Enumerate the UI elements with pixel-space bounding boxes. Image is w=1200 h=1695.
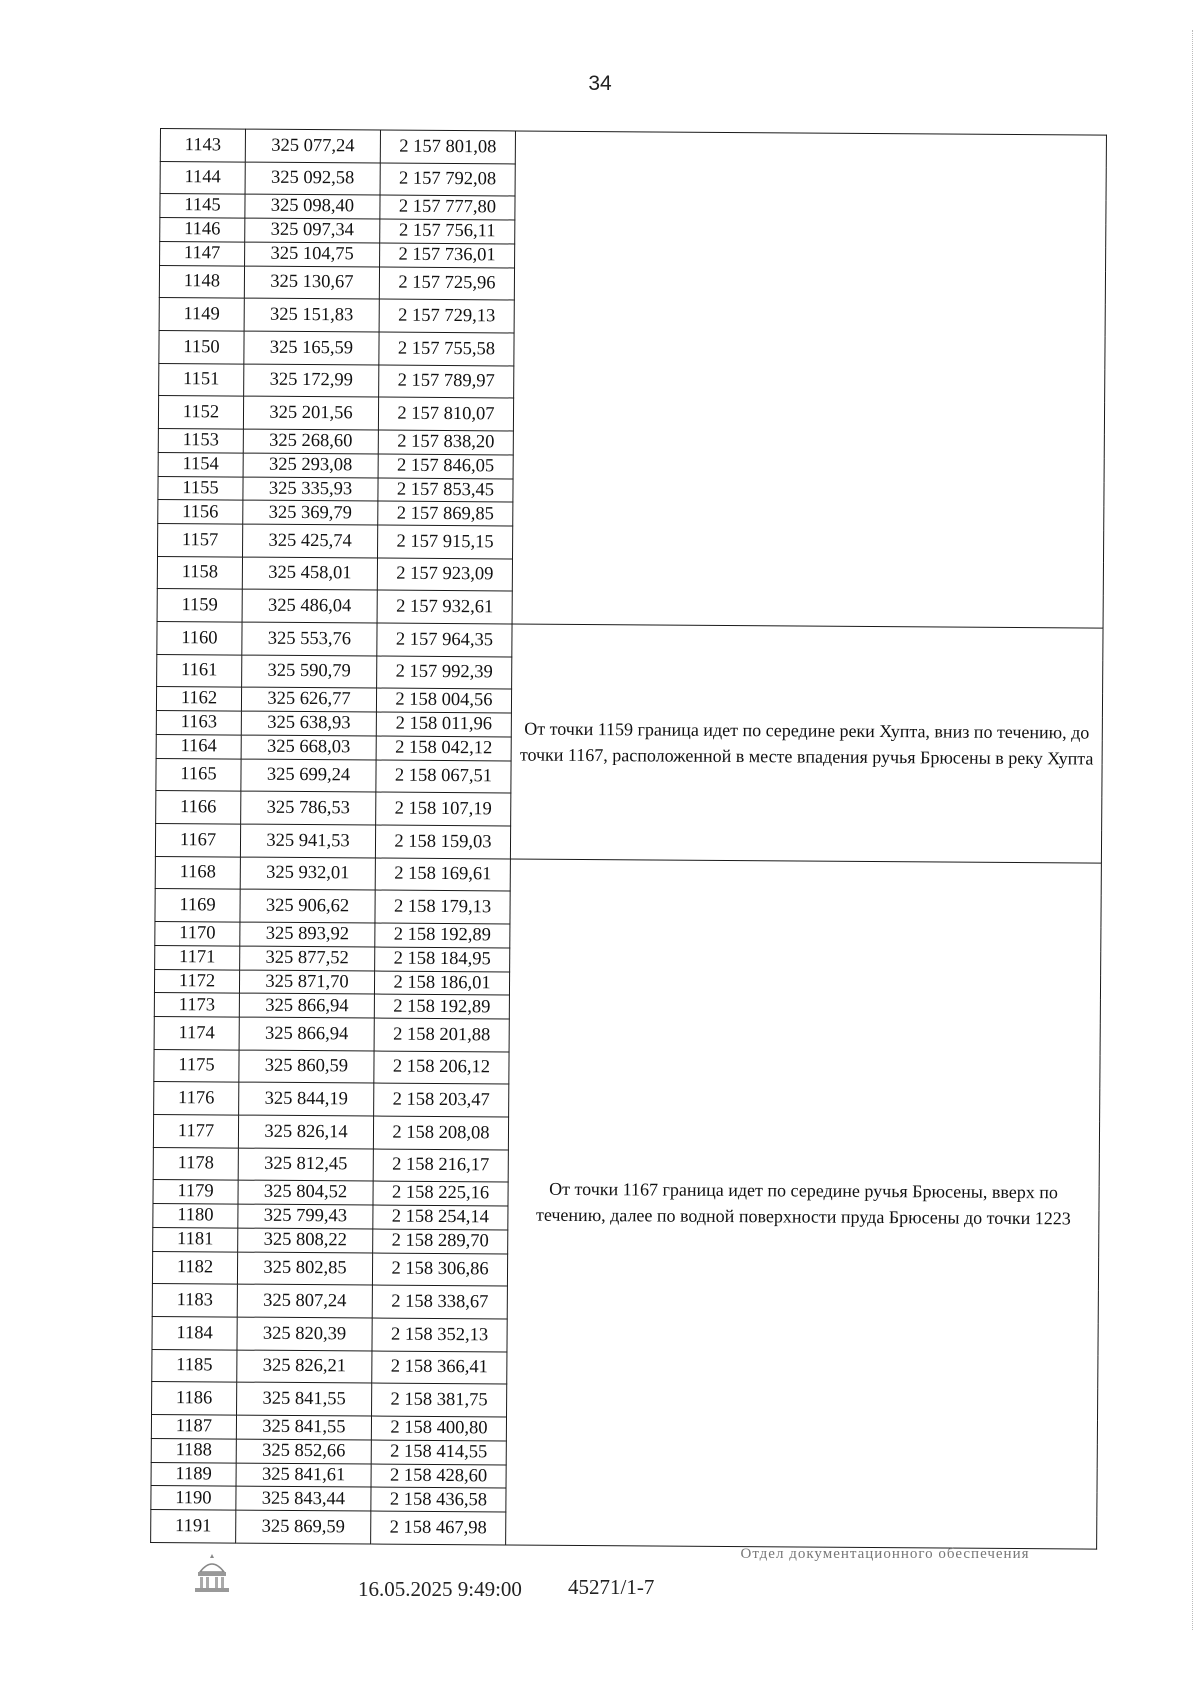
point-number-cell: 1164 <box>156 734 241 758</box>
point-number-cell: 1181 <box>153 1227 238 1251</box>
y-coordinate-cell: 2 158 192,89 <box>374 994 509 1019</box>
y-coordinate-cell: 2 158 381,75 <box>372 1383 507 1417</box>
point-number-cell: 1163 <box>156 711 241 735</box>
x-coordinate-cell: 325 486,04 <box>242 590 377 624</box>
point-number-cell: 1186 <box>152 1382 237 1415</box>
y-coordinate-cell: 2 157 846,05 <box>378 454 513 479</box>
x-coordinate-cell: 325 098,40 <box>245 194 380 219</box>
point-number-cell: 1175 <box>154 1049 239 1082</box>
x-coordinate-cell: 325 786,53 <box>241 792 376 826</box>
point-number-cell: 1145 <box>160 194 245 218</box>
point-number-cell: 1165 <box>156 758 241 791</box>
x-coordinate-cell: 325 843,44 <box>236 1486 371 1511</box>
point-number-cell: 1178 <box>153 1147 238 1180</box>
y-coordinate-cell: 2 157 756,11 <box>380 219 515 244</box>
government-building-emblem-icon <box>190 1550 234 1596</box>
x-coordinate-cell: 325 172,99 <box>244 364 379 398</box>
point-number-cell: 1166 <box>156 791 241 824</box>
point-number-cell: 1172 <box>154 969 239 993</box>
x-coordinate-cell: 325 092,58 <box>245 162 380 196</box>
x-coordinate-cell: 325 841,55 <box>236 1415 371 1440</box>
point-number-cell: 1156 <box>158 500 243 524</box>
y-coordinate-cell: 2 157 725,96 <box>379 267 514 301</box>
y-coordinate-cell: 2 158 208,08 <box>373 1116 508 1150</box>
x-coordinate-cell: 325 866,94 <box>239 993 374 1018</box>
y-coordinate-cell: 2 157 755,58 <box>379 332 514 366</box>
point-number-cell: 1188 <box>151 1438 236 1462</box>
y-coordinate-cell: 2 158 169,61 <box>375 858 510 892</box>
x-coordinate-cell: 325 077,24 <box>245 129 380 163</box>
point-number-cell: 1160 <box>157 622 242 655</box>
x-coordinate-cell: 325 893,92 <box>240 922 375 947</box>
point-number-cell: 1176 <box>154 1082 239 1115</box>
y-coordinate-cell: 2 158 225,16 <box>373 1181 508 1206</box>
point-number-cell: 1180 <box>153 1204 238 1228</box>
x-coordinate-cell: 325 151,83 <box>244 298 379 332</box>
y-coordinate-cell: 2 158 042,12 <box>376 736 511 761</box>
y-coordinate-cell: 2 158 306,86 <box>372 1253 507 1287</box>
point-number-cell: 1169 <box>155 889 240 922</box>
x-coordinate-cell: 325 841,61 <box>236 1463 371 1488</box>
point-number-cell: 1187 <box>151 1414 236 1438</box>
point-number-cell: 1161 <box>157 654 242 687</box>
point-number-cell: 1162 <box>156 687 241 711</box>
x-coordinate-cell: 325 104,75 <box>245 242 380 267</box>
document-number: 45271/1-7 <box>568 1575 655 1599</box>
point-number-cell: 1158 <box>157 556 242 589</box>
point-number-cell: 1157 <box>158 524 243 557</box>
x-coordinate-cell: 325 165,59 <box>244 331 379 365</box>
y-coordinate-cell: 2 157 777,80 <box>380 195 515 220</box>
x-coordinate-cell: 325 877,52 <box>240 946 375 971</box>
x-coordinate-cell: 325 807,24 <box>237 1285 372 1319</box>
point-number-cell: 1150 <box>159 330 244 363</box>
point-number-cell: 1173 <box>154 993 239 1017</box>
point-number-cell: 1144 <box>160 161 245 194</box>
point-number-cell: 1177 <box>153 1115 238 1148</box>
y-coordinate-cell: 2 157 964,35 <box>377 623 512 657</box>
x-coordinate-cell: 325 802,85 <box>237 1252 372 1286</box>
y-coordinate-cell: 2 157 923,09 <box>377 558 512 592</box>
coordinates-table-body <box>151 129 1107 1550</box>
y-coordinate-cell: 2 158 467,98 <box>371 1511 506 1545</box>
point-number-cell: 1167 <box>155 823 240 856</box>
y-coordinate-cell: 2 157 810,07 <box>378 397 513 431</box>
department-stamp: Отдел документационного обеспечения <box>740 1546 1030 1562</box>
point-number-cell: 1191 <box>151 1510 236 1543</box>
y-coordinate-cell: 2 158 203,47 <box>374 1083 509 1117</box>
y-coordinate-cell: 2 157 801,08 <box>380 130 515 164</box>
x-coordinate-cell: 325 941,53 <box>240 824 375 858</box>
point-number-cell: 1168 <box>155 856 240 889</box>
y-coordinate-cell: 2 158 216,17 <box>373 1149 508 1183</box>
y-coordinate-cell: 2 158 254,14 <box>373 1205 508 1230</box>
x-coordinate-cell: 325 553,76 <box>242 622 377 656</box>
x-coordinate-cell: 325 820,39 <box>237 1317 372 1351</box>
point-number-cell: 1190 <box>151 1486 236 1510</box>
point-number-cell: 1179 <box>153 1180 238 1204</box>
point-number-cell: 1159 <box>157 589 242 622</box>
point-number-cell: 1153 <box>158 428 243 452</box>
x-coordinate-cell: 325 852,66 <box>236 1439 371 1464</box>
y-coordinate-cell: 2 158 107,19 <box>376 792 511 826</box>
x-coordinate-cell: 325 201,56 <box>243 396 378 430</box>
point-number-cell: 1148 <box>159 265 244 298</box>
x-coordinate-cell: 325 804,52 <box>238 1180 373 1205</box>
y-coordinate-cell: 2 157 838,20 <box>378 430 513 455</box>
y-coordinate-cell: 2 158 186,01 <box>374 971 509 996</box>
x-coordinate-cell: 325 369,79 <box>243 500 378 525</box>
x-coordinate-cell: 325 458,01 <box>242 557 377 591</box>
x-coordinate-cell: 325 638,93 <box>241 711 376 736</box>
y-coordinate-cell: 2 158 179,13 <box>375 890 510 924</box>
y-coordinate-cell: 2 157 729,13 <box>379 299 514 333</box>
y-coordinate-cell: 2 157 869,85 <box>378 501 513 526</box>
point-number-cell: 1185 <box>152 1349 237 1382</box>
x-coordinate-cell: 325 841,55 <box>237 1382 372 1416</box>
y-coordinate-cell: 2 158 436,58 <box>371 1487 506 1512</box>
x-coordinate-cell: 325 293,08 <box>243 453 378 478</box>
y-coordinate-cell: 2 157 789,97 <box>379 365 514 399</box>
coordinates-table <box>150 128 1107 1550</box>
point-number-cell: 1149 <box>159 298 244 331</box>
boundary-description-cell: От точки 1159 граница идет по середине реки Хупта, вниз по течению, до точки 1167, расположенной в месте впадения ручья Брюсены в реку Хупта <box>510 624 1103 863</box>
y-coordinate-cell: 2 157 992,39 <box>377 656 512 690</box>
y-coordinate-cell: 2 157 792,08 <box>380 163 515 197</box>
y-coordinate-cell: 2 158 201,88 <box>374 1018 509 1052</box>
x-coordinate-cell: 325 590,79 <box>242 655 377 689</box>
x-coordinate-cell: 325 799,43 <box>238 1204 373 1229</box>
y-coordinate-cell: 2 158 414,55 <box>371 1440 506 1465</box>
point-number-cell: 1171 <box>155 945 240 969</box>
point-number-cell: 1151 <box>159 363 244 396</box>
point-number-cell: 1184 <box>152 1316 237 1349</box>
point-number-cell: 1152 <box>158 396 243 429</box>
y-coordinate-cell: 2 158 004,56 <box>376 688 511 713</box>
y-coordinate-cell: 2 158 159,03 <box>375 825 510 859</box>
y-coordinate-cell: 2 158 192,89 <box>375 923 510 948</box>
boundary-description-cell: От точки 1167 граница идет по середине ручья Брюсены, вверх по течению, далее по водной поверхности пруда Брюсены до точки 1223 <box>506 859 1102 1550</box>
x-coordinate-cell: 325 812,45 <box>238 1148 373 1182</box>
timestamp: 16.05.2025 9:49:00 <box>358 1577 522 1601</box>
x-coordinate-cell: 325 699,24 <box>241 759 376 793</box>
x-coordinate-cell: 325 335,93 <box>243 477 378 502</box>
x-coordinate-cell: 325 626,77 <box>241 687 376 712</box>
x-coordinate-cell: 325 130,67 <box>244 266 379 300</box>
x-coordinate-cell: 325 668,03 <box>241 735 376 760</box>
x-coordinate-cell: 325 869,59 <box>236 1510 371 1544</box>
y-coordinate-cell: 2 157 736,01 <box>380 243 515 268</box>
y-coordinate-cell: 2 158 206,12 <box>374 1051 509 1085</box>
y-coordinate-cell: 2 157 915,15 <box>378 525 513 559</box>
x-coordinate-cell: 325 268,60 <box>243 429 378 454</box>
point-number-cell: 1146 <box>160 218 245 242</box>
point-number-cell: 1183 <box>152 1284 237 1317</box>
x-coordinate-cell: 325 425,74 <box>243 524 378 558</box>
y-coordinate-cell: 2 158 366,41 <box>372 1351 507 1385</box>
x-coordinate-cell: 325 906,62 <box>240 889 375 923</box>
scan-edge-mark <box>1192 30 1194 1630</box>
x-coordinate-cell: 325 808,22 <box>238 1228 373 1253</box>
point-number-cell: 1154 <box>158 452 243 476</box>
x-coordinate-cell: 325 826,21 <box>237 1350 372 1384</box>
point-number-cell: 1189 <box>151 1462 236 1486</box>
x-coordinate-cell: 325 932,01 <box>240 857 375 891</box>
y-coordinate-cell: 2 158 067,51 <box>376 760 511 794</box>
y-coordinate-cell: 2 157 853,45 <box>378 478 513 503</box>
y-coordinate-cell: 2 158 338,67 <box>372 1285 507 1319</box>
point-number-cell: 1143 <box>160 129 245 162</box>
y-coordinate-cell: 2 158 184,95 <box>375 947 510 972</box>
point-number-cell: 1174 <box>154 1017 239 1050</box>
point-number-cell: 1147 <box>160 241 245 265</box>
y-coordinate-cell: 2 158 352,13 <box>372 1318 507 1352</box>
x-coordinate-cell: 325 871,70 <box>239 970 374 995</box>
point-number-cell: 1170 <box>155 921 240 945</box>
x-coordinate-cell: 325 097,34 <box>245 218 380 243</box>
y-coordinate-cell: 2 157 932,61 <box>377 590 512 624</box>
y-coordinate-cell: 2 158 011,96 <box>376 712 511 737</box>
point-number-cell: 1155 <box>158 476 243 500</box>
y-coordinate-cell: 2 158 400,80 <box>371 1416 506 1441</box>
x-coordinate-cell: 325 860,59 <box>239 1050 374 1084</box>
x-coordinate-cell: 325 844,19 <box>239 1083 374 1117</box>
coordinates-table-wrap <box>150 128 1106 1550</box>
page-number: 34 <box>588 72 612 95</box>
x-coordinate-cell: 325 826,14 <box>238 1115 373 1149</box>
y-coordinate-cell: 2 158 428,60 <box>371 1464 506 1489</box>
boundary-description-cell <box>512 131 1106 628</box>
y-coordinate-cell: 2 158 289,70 <box>373 1229 508 1254</box>
point-number-cell: 1182 <box>152 1251 237 1284</box>
x-coordinate-cell: 325 866,94 <box>239 1017 374 1051</box>
